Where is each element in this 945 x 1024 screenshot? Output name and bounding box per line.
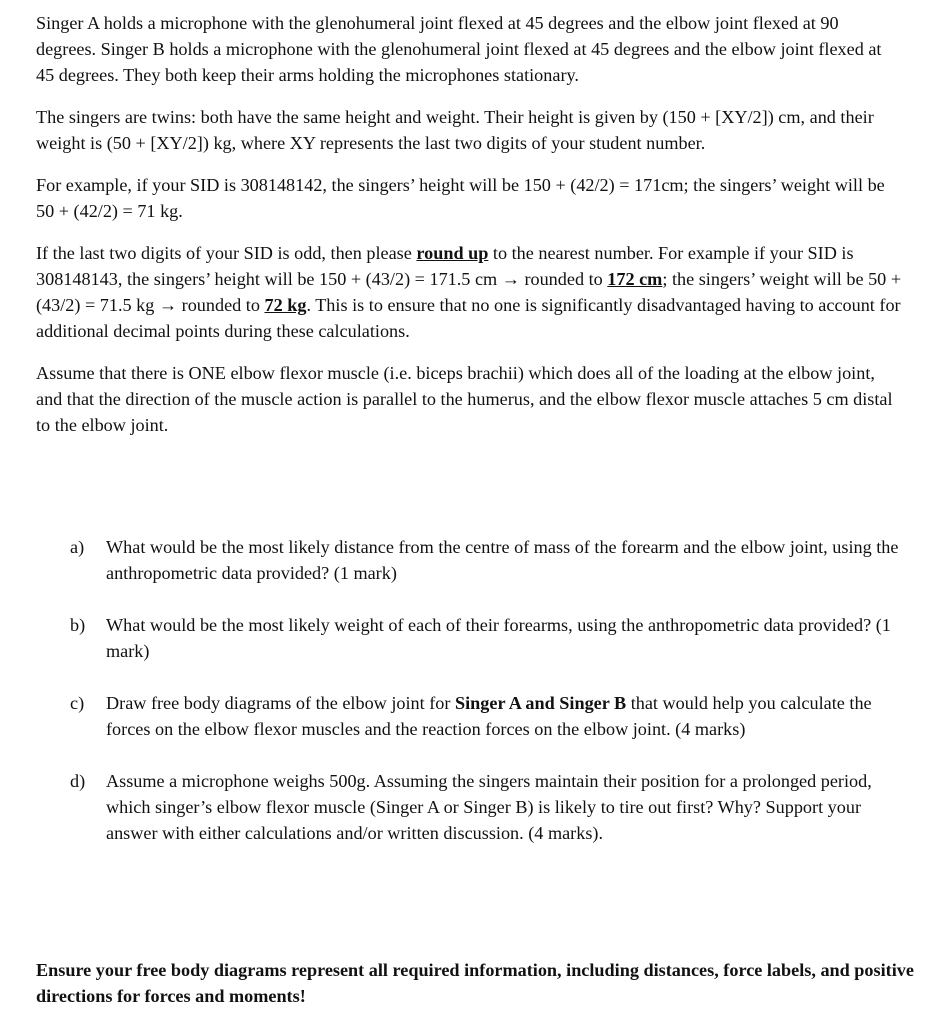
question-c xyxy=(70,690,900,742)
paragraph-singer-positions: Singer A holds a microphone with the glenohumeral joint flexed at 45 degrees and the elbow joint flexed at 90 degrees. Singer B holds a microphone with the glenohumeral joint flexed at 45 degrees and the elbow joint flexed at 45 degrees. They both keep their arms holding the microphones stationary. xyxy=(36,13,882,85)
question-text: What would be the most likely weight of each of their forearms, using the anthropometric data provided? (1 mark) xyxy=(106,615,891,661)
question-letter: b) xyxy=(70,615,86,635)
footer-instruction: Ensure your free body diagrams represent all required information, including distances, force labels, and positive directions for forces and moments! xyxy=(36,960,914,1006)
question-text xyxy=(106,690,900,742)
question-letter: d) xyxy=(70,771,86,791)
weight-rounded-emphasis: 72 kg xyxy=(264,295,307,315)
rounding-text-1: If the last two digits of your SID is odd, then please xyxy=(36,243,417,263)
document-body xyxy=(36,10,902,438)
singers-emphasis: Singer A and Singer B xyxy=(455,693,627,713)
height-rounded-emphasis: 172 cm xyxy=(607,269,663,289)
question-text: Assume a microphone weighs 500g. Assuming the singers maintain their position for a prolonged period, which singer’s elbow flexor muscle (Singer A or Singer B) is likely to tire out first? Why? Support your answer with either calculations and/or written discussion. (4 marks). xyxy=(106,771,872,843)
question-letter: a) xyxy=(70,537,85,557)
rounding-text-3: ; the singers’ weight will be 50 + (43/2) = 71.5 kg → rounded to xyxy=(36,269,902,315)
paragraph-rounding xyxy=(36,240,902,344)
question-list xyxy=(70,534,900,846)
paragraph-muscle-assumption: Assume that there is ONE elbow flexor muscle (i.e. biceps brachii) which does all of the loading at the elbow joint, and that the direction of the muscle action is parallel to the humerus, and the elbow flexor muscle attaches 5 cm distal to the elbow joint. xyxy=(36,363,893,435)
rounding-text-2: to the nearest number. For example if your SID is 308148143, the singers’ height will be 150 + (43/2) = 171.5 cm → rounded to xyxy=(36,243,854,289)
question-d xyxy=(70,768,900,846)
question-b xyxy=(70,612,900,664)
rounding-text-4: . This is to ensure that no one is significantly disadvantaged having to account for additional decimal points during these calculations. xyxy=(36,295,901,341)
question-text-before: Draw free body diagrams of the elbow joint for xyxy=(106,693,455,713)
paragraph-example: For example, if your SID is 308148142, the singers’ height will be 150 + (42/2) = 171cm; the singers’ weight will be 50 + (42/2) = 71 kg. xyxy=(36,175,885,221)
question-text: What would be the most likely distance from the centre of mass of the forearm and the elbow joint, using the anthropometric data provided? (1 mark) xyxy=(106,537,899,583)
question-letter: c) xyxy=(70,693,85,713)
question-text-after: that would help you calculate the forces on the elbow flexor muscles and the reaction forces on the elbow joint. (4 marks) xyxy=(106,693,872,739)
round-up-emphasis: round up xyxy=(416,243,489,263)
question-a xyxy=(70,534,900,586)
paragraph-height-weight: The singers are twins: both have the same height and weight. Their height is given by (150 + [XY/2]) cm, and their weight is (50 + [XY/2]) kg, where XY represents the last two digits of your student number. xyxy=(36,107,874,153)
